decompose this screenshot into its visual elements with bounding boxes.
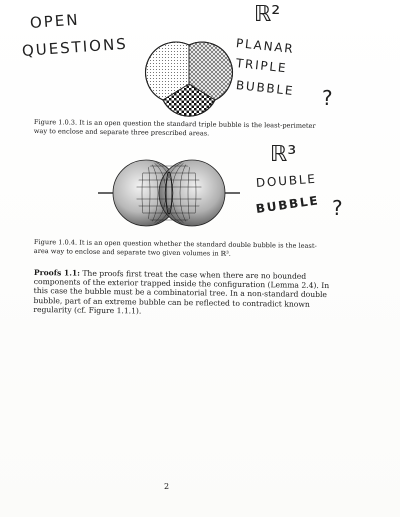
handwritten-bubble-1: BUBBLE <box>235 78 295 99</box>
handwritten-triple: TRIPLE <box>235 56 288 76</box>
proofs-body: The proofs first treat the case when there are no bounded components of the exterior trapped inside the configuration (Lemma 2.4). In this case the bubble must be a combinatorial tree. In a non-standard double bubble, part of an extreme bubble can be reflected to contradict known regularity (cf. Figure 1.1.1). <box>33 268 330 316</box>
figure-1-0-3-text: It is an open question the standard triple bubble is the least-perimeter way to enclose and separate three prescribed areas. <box>33 118 316 137</box>
triple-bubble-figure <box>134 38 244 128</box>
handwritten-double: DOUBLE <box>255 171 318 190</box>
proofs-heading: Proofs 1.1: <box>33 268 81 278</box>
handwritten-question-mark-1: ? <box>322 86 335 110</box>
figure-1-0-3-label: Figure 1.0.3. <box>33 118 78 127</box>
handwritten-planar: PLANAR <box>235 36 296 57</box>
figure-1-0-4-text: It is an open question whether the standard double bubble is the least-area way to enclose and separate two given volumes in ℝ³. <box>33 238 317 258</box>
handwritten-r3: ℝ³ <box>270 142 297 167</box>
page-number: 2 <box>164 482 170 491</box>
handwritten-r2: ℝ² <box>254 2 281 27</box>
handwritten-bubble-2: BUBBLE <box>255 193 321 216</box>
figure-1-0-4-label: Figure 1.0.4. <box>33 238 78 247</box>
handwritten-questions: QUESTIONS <box>21 34 129 60</box>
figure-1-0-4-caption <box>34 238 324 259</box>
handwritten-question-mark-2: ? <box>332 196 345 220</box>
double-bubble-figure <box>98 152 240 234</box>
handwritten-open: OPEN <box>29 10 81 32</box>
proofs-paragraph <box>33 268 330 318</box>
figure-1-0-3-caption <box>34 118 324 139</box>
